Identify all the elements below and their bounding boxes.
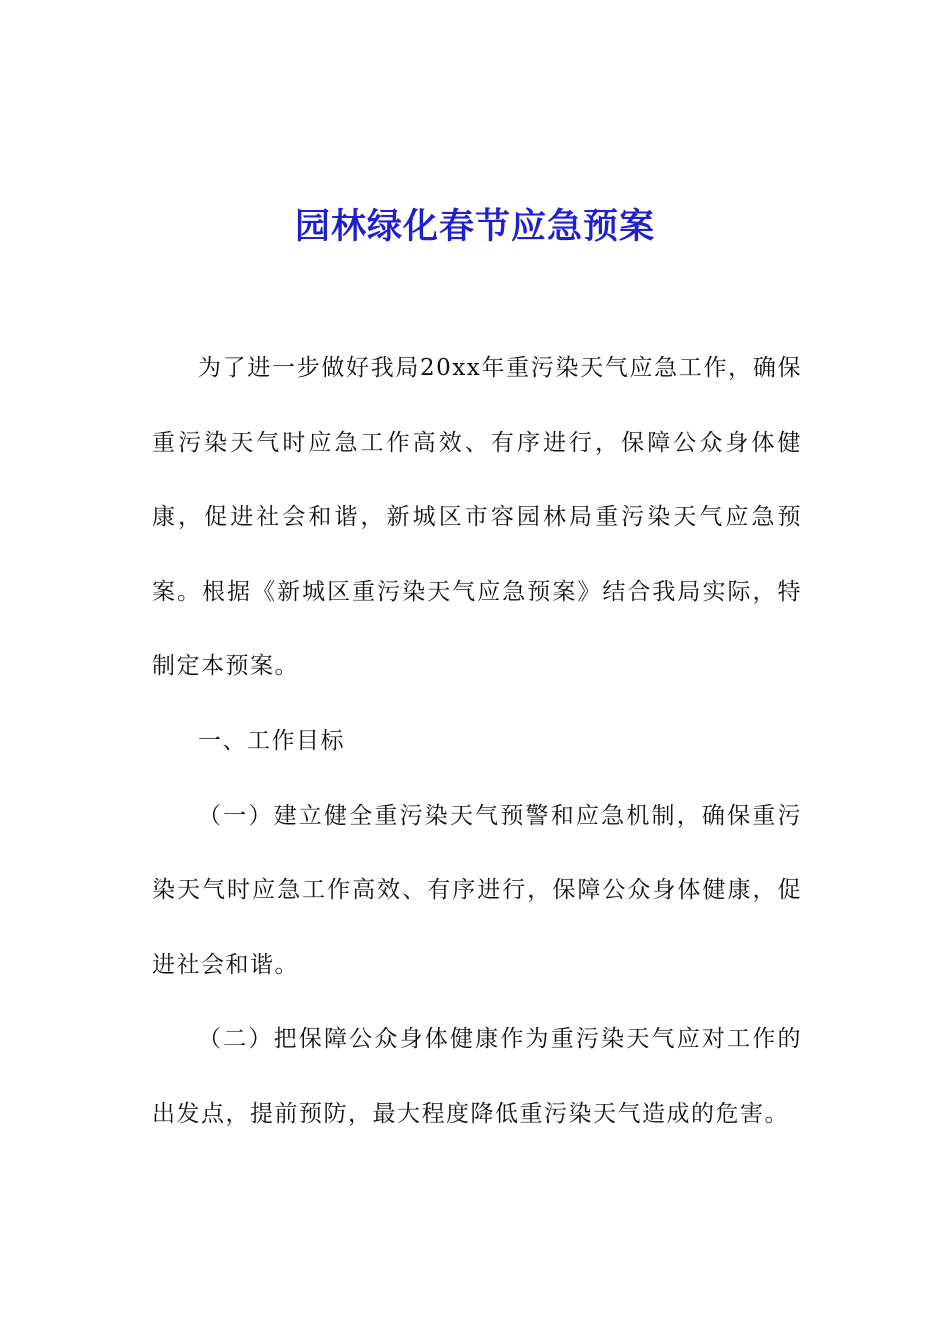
paragraph-goal-2: （二）把保障公众身体健康作为重污染天气应对工作的出发点，提前预防，最大程度降低重污染天气造成的危害。	[152, 1026, 802, 1127]
document-title: 园林绿化春节应急预案	[294, 206, 655, 248]
paragraph-goal-1: （一）建立健全重污染天气预警和应急机制，确保重污染天气时应急工作高效、有序进行，保障公众身体健康，促进社会和谐。	[152, 802, 802, 978]
section-heading-work-goals: 一、工作目标	[198, 727, 345, 754]
document-body	[152, 331, 802, 1152]
paragraph-intro: 为了进一步做好我局20xx年重污染天气应急工作，确保重污染天气时应急工作高效、有序进行，保障公众身体健康，促进社会和谐，新城区市容园林局重污染天气应急预案。根据《新城区重污染天气应急预案》结合我局实际，特制定本预案。	[152, 355, 802, 680]
